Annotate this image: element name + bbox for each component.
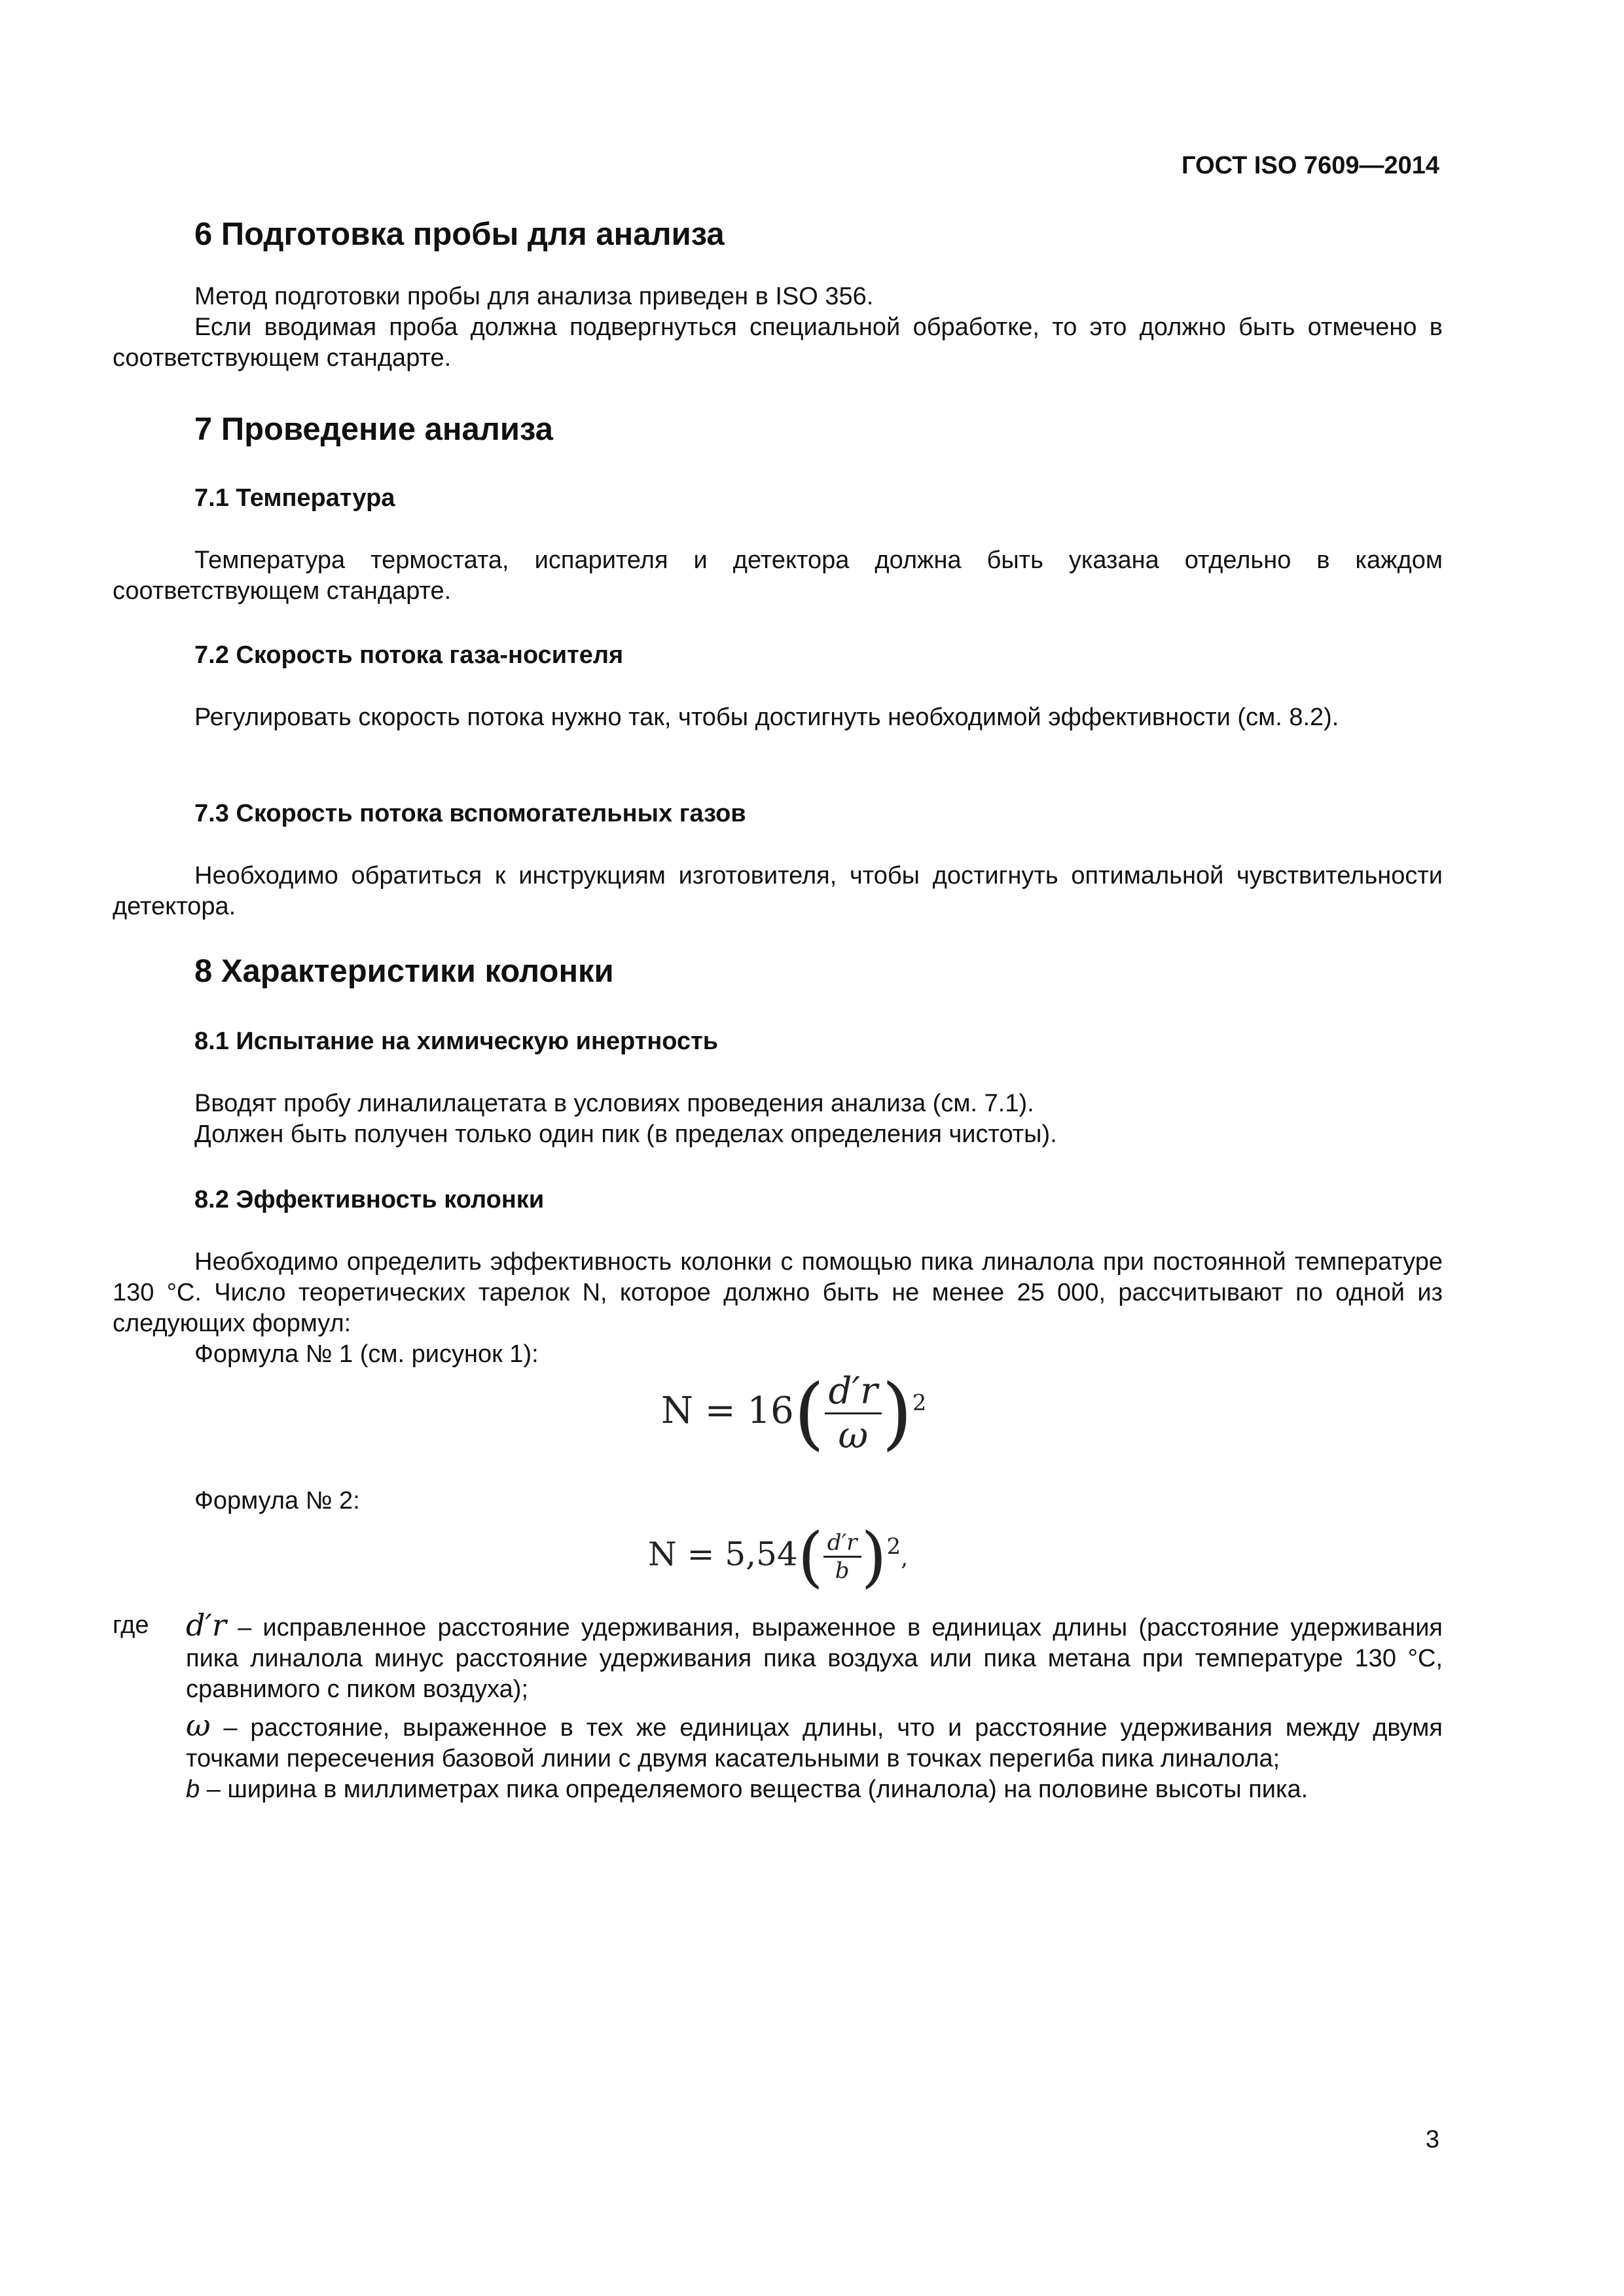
formula-1-label: Формула № 1 (см. рисунок 1): xyxy=(194,1340,539,1368)
section-7-1 xyxy=(113,484,1443,607)
definition-d xyxy=(186,1607,1443,1705)
section-8-title: 8 Характеристики колонки xyxy=(194,954,614,989)
section-7-2-title: 7.2 Скорость потока газа-носителя xyxy=(194,641,624,669)
section-6-para-2: Если вводимая проба должна подвергнуться специальной обработке, то это должно быть отмечено в соответствующем стандарте. xyxy=(113,314,1443,372)
section-8-1-para-1: Вводят пробу линалилацетата в условиях проведения анализа (см. 7.1). xyxy=(194,1090,1034,1117)
section-6-para-1: Метод подготовки пробы для анализа приведен в ISO 356. xyxy=(194,283,874,310)
section-7-title: 7 Проведение анализа xyxy=(194,412,553,447)
formula-2-denominator: b xyxy=(835,1558,850,1584)
section-6 xyxy=(113,216,1443,374)
formula-2: N = 5,54( $\frac{d'r}{b}$ )$^2$, xyxy=(648,1518,908,1595)
definition-omega-text: – расстояние, выраженное в тех же единицах длины, что и расстояние удерживания между двумя точками пересечения базовой линии с двумя касательными в точках перегиба пика линалола; xyxy=(186,1714,1443,1772)
definition-b xyxy=(186,1774,1443,1805)
section-7 xyxy=(113,411,1443,448)
section-7-2 xyxy=(113,641,1443,733)
definition-omega-symbol: ω xyxy=(186,1708,211,1743)
definition-d-text: – исправленное расстояние удерживания, выраженное в единицах длины (расстояние удерживания пика линалола минус расстояние удерживания пика воздуха или пика метана при температуре 130 °C, сравнимого с пиком воздуха); xyxy=(186,1614,1443,1703)
formula-2-numerator: d′r xyxy=(823,1530,861,1558)
formula-1-numerator: d′r xyxy=(825,1370,882,1414)
definitions-list xyxy=(113,1607,1443,1805)
section-8-1-para-2: Должен быть получен только один пик (в пределах определения чистоты). xyxy=(194,1121,1057,1148)
section-7-3 xyxy=(113,800,1443,922)
definition-b-text: – ширина в миллиметрах пика определяемого вещества (линалола) на половине высоты пика. xyxy=(200,1776,1308,1803)
section-7-1-title: 7.1 Температура xyxy=(194,484,395,512)
section-7-3-title: 7.3 Скорость потока вспомогательных газов xyxy=(194,800,746,827)
section-8 xyxy=(113,953,1443,990)
section-8-2-para: Необходимо определить эффективность колонки с помощью пика линалола при постоянной температуре 130 °C. Число теоретических тарелок N, которое должно быть не менее 25 000, рассчитывают по одной из следующих формул: xyxy=(113,1248,1443,1337)
section-7-3-para: Необходимо обратиться к инструкциям изготовителя, чтобы достигнуть оптимальной чувствительности детектора. xyxy=(113,862,1443,920)
formula-1-fraction xyxy=(825,1370,882,1457)
formula-1-exponent: 2 xyxy=(912,1390,927,1416)
definition-b-symbol: b xyxy=(186,1776,200,1803)
section-8-2 xyxy=(113,1186,1443,1370)
section-8-2-title: 8.2 Эффективность колонки xyxy=(194,1186,545,1213)
section-6-title: 6 Подготовка пробы для анализа xyxy=(194,217,725,252)
definition-omega xyxy=(186,1710,1443,1774)
formula-1-denominator: ω xyxy=(838,1414,869,1457)
formula-1-lhs: N = 16 xyxy=(661,1390,794,1432)
section-8-1-title: 8.1 Испытание на химическую инертность xyxy=(194,1028,719,1055)
formula-2-exponent: 2 xyxy=(886,1533,901,1560)
definition-d-symbol: d′r xyxy=(186,1607,226,1643)
section-8-1 xyxy=(113,1028,1443,1150)
formula-2-fraction xyxy=(823,1530,861,1584)
standard-code-header: ГОСТ ISO 7609—2014 xyxy=(1182,152,1439,179)
section-7-1-para: Температура термостата, испарителя и детектора должна быть указана отдельно в каждом соответствующем стандарте. xyxy=(113,547,1443,605)
page-number: 3 xyxy=(1425,2126,1439,2153)
formula-2-label: Формула № 2: xyxy=(194,1487,360,1515)
formula-1: N = 16( $\frac{d'r}{\omega}$ )$^2$ xyxy=(661,1368,927,1459)
formula-2-label-block xyxy=(113,1486,1443,1516)
formula-2-comma: , xyxy=(901,1545,908,1571)
formula-2-lhs: N = 5,54 xyxy=(648,1535,798,1573)
section-7-2-para: Регулировать скорость потока нужно так, чтобы достигнуть необходимой эффективности (см. 8.2). xyxy=(194,704,1339,731)
where-label: где xyxy=(113,1611,149,1639)
